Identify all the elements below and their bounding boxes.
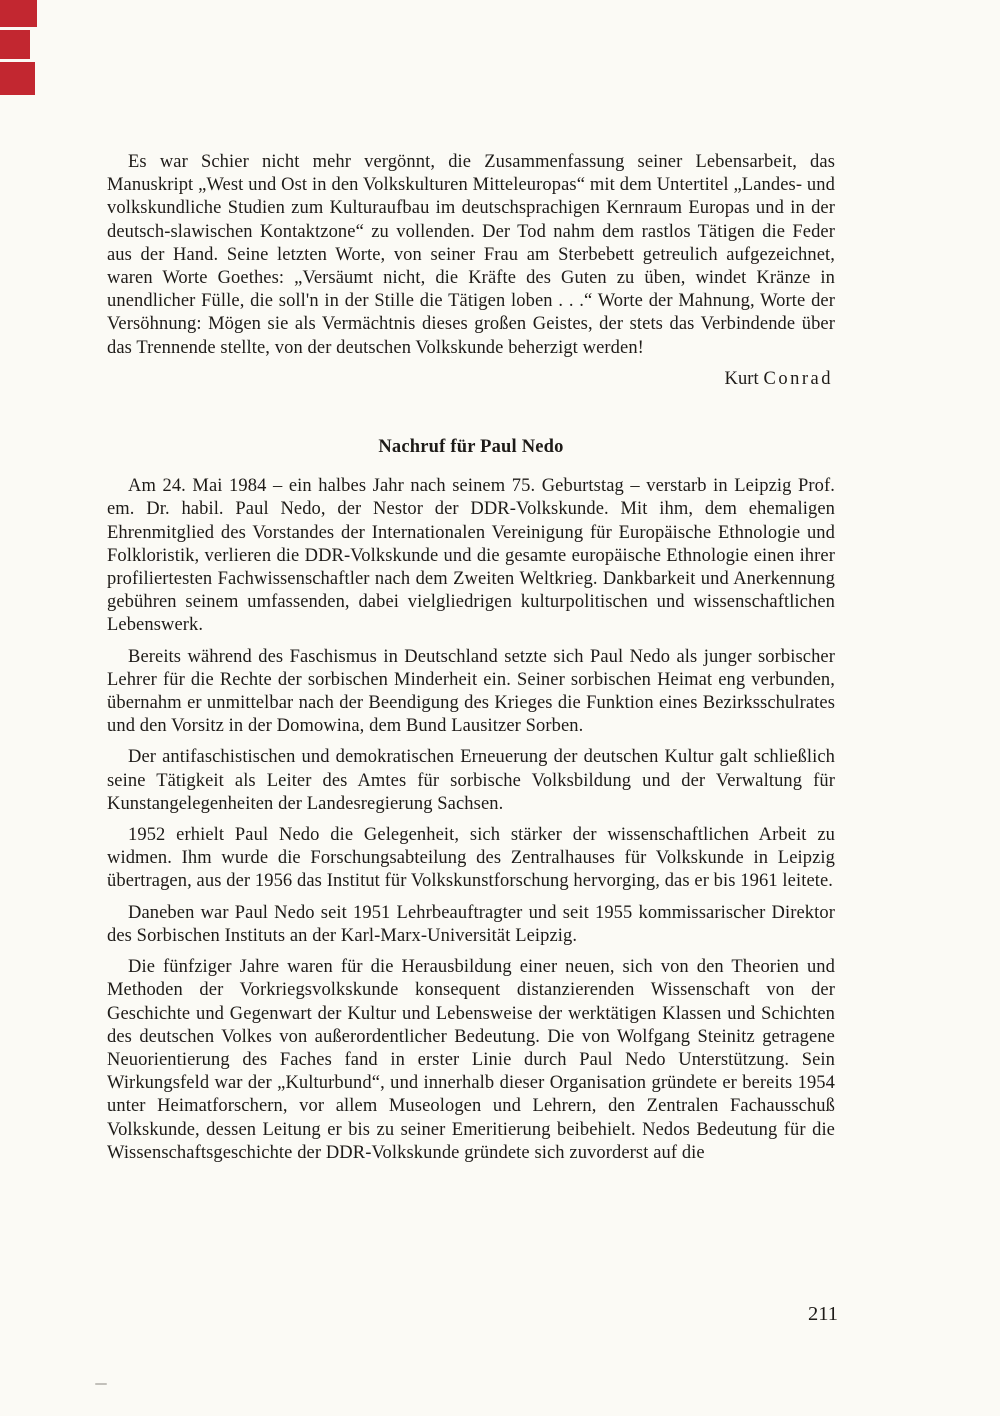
signature-first-name: Kurt	[724, 368, 759, 389]
scan-artifact	[95, 1383, 107, 1385]
signature	[107, 368, 835, 391]
closing-paragraph: Es war Schier nicht mehr vergönnt, die Zusammenfassung seiner Lebensarbeit, das Manuskript „West und Ost in den Volkskulturen Mitteleuropas“ mit dem Untertitel „Landes- und volkskundliche Studien zum Kulturaufbau im deutschsprachigen Kernraum Europas und in der deutsch-slawischen Kontaktzone“ zu vollenden. Der Tod nahm dem rastlos Tätigen die Feder aus der Hand. Seine letzten Worte, von seiner Frau am Sterbebett getreulich aufgezeichnet, waren Worte Goethes: „Versäumt nicht, die Kräfte des Guten zu üben, windet Kränze in unendlicher Fülle, die soll'n in der Stille die Tätigen loben . . .“ Worte der Mahnung, Worte der Versöhnung: Mögen sie als Vermächtnis dieses großen Geistes, der stets das Verbindende über das Trennende stellte, von der deutschen Volkskunde beherzigt werden!	[107, 152, 835, 358]
obituary-paragraph: 1952 erhielt Paul Nedo die Gelegenheit, sich stärker der wissenschaftlichen Arbeit zu widmen. Ihm wurde die Forschungsabteilung des Zentralhauses für Volkskunde in Leipzig übertragen, aus der 1956 das Institut für Volkskunstforschung hervorging, das er bis 1961 leitete.	[107, 825, 835, 892]
page-number: 211	[808, 1303, 838, 1325]
obituary-paragraph: Am 24. Mai 1984 – ein halbes Jahr nach seinem 75. Geburtstag – verstarb in Leipzig Prof. em. Dr. habil. Paul Nedo, der Nestor der DDR-Volkskunde. Mit ihm, dem ehemaligen Ehrenmitglied des Vorstandes der Internationalen Vereinigung für Europäische Ethnologie und Folkloristik, verlieren die DDR-Volkskunde und die gesamte europäische Ethnologie einen ihrer profiliertesten Fachwissenschaftler nach dem Zweiten Weltkrieg. Dankbarkeit und Anerkennung gebühren seinem umfassenden, dabei vielgliedrigen kulturpolitischen und wissenschaftlichen Lebenswerk.	[107, 476, 835, 636]
obituary-paragraph: Die fünfziger Jahre waren für die Herausbildung einer neuen, sich von den Theorien und Methoden der Vorkriegsvolkskunde konsequent distanzierenden Wissenschaft von der Geschichte und Gegenwart der Kultur und Lebensweise der werktätigen Klassen und Schichten des deutschen Volkes von außerordentlicher Bedeutung. Die von Wolfgang Steinitz getragene Neuorientierung des Faches fand in erster Linie durch Paul Nedo Unterstützung. Sein Wirkungsfeld war der „Kulturbund“, und innerhalb dieser Organisation gründete er bereits 1954 unter Heimatforschern, vor allem Museologen und Lehrern, den Zentralen Fachausschuß Volkskunde, dessen Leitung er bis zu seiner Emeritierung beibehielt. Nedos Bedeutung für die Wissenschaftsgeschichte der DDR-Volkskunde gründete sich zuvorderst auf die	[107, 957, 835, 1163]
obituary-paragraph: Daneben war Paul Nedo seit 1951 Lehrbeauftragter und seit 1955 kommissarischer Direktor des Sorbischen Instituts an der Karl-Marx-Universität Leipzig.	[107, 902, 835, 946]
obituary-title: Nachruf für Paul Nedo	[378, 437, 564, 458]
obituary-paragraph: Bereits während des Faschismus in Deutschland setzte sich Paul Nedo als junger sorbischer Lehrer für die Rechte der sorbischen Minderheit ein. Seiner sorbischen Heimat eng verbunden, übernahm er unmittelbar nach der Beendigung des Krieges die Funktion eines Bezirksschulrates und den Vorsitz in der Domowina, dem Bund Lausitzer Sorben.	[107, 646, 835, 737]
signature-surname: Conrad	[763, 368, 833, 389]
binding-edge-mark	[0, 62, 35, 95]
binding-edge-mark	[0, 30, 30, 59]
binding-edge-mark	[0, 0, 37, 27]
obituary-paragraph: Der antifaschistischen und demokratischen Erneuerung der deutschen Kultur galt schließlich seine Tätigkeit als Leiter des Amtes für sorbische Volksbildung und der Verwaltung für Kunstangelegenheiten der Landesregierung Sachsen.	[107, 747, 835, 814]
page-content	[107, 151, 835, 1165]
